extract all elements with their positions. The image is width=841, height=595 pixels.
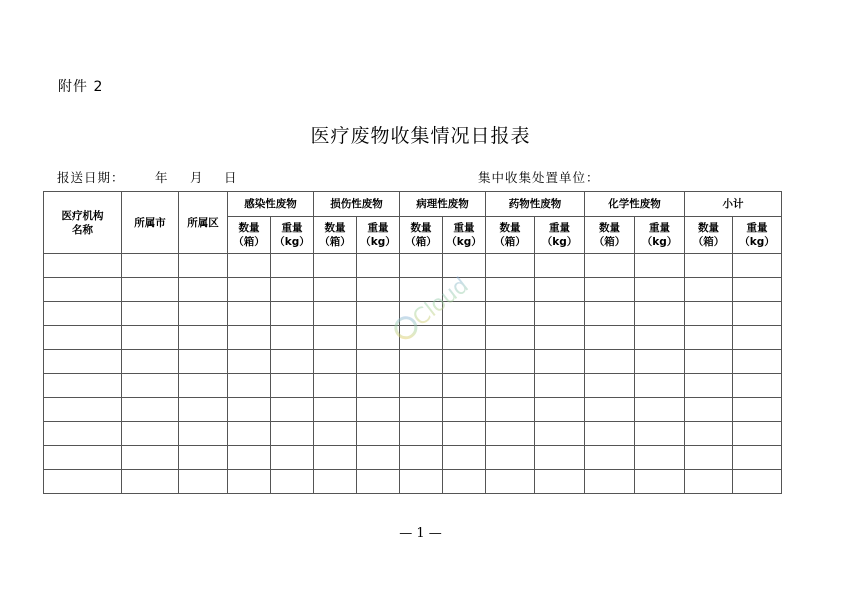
table-cell[interactable] [400,470,443,494]
table-cell[interactable] [228,422,271,446]
table-cell[interactable] [179,254,228,278]
table-cell[interactable] [535,446,585,470]
table-cell[interactable] [357,350,400,374]
table-cell[interactable] [443,470,486,494]
table-cell[interactable] [585,302,635,326]
table-cell[interactable] [44,470,122,494]
subheader-quantity-label: 数量 [238,222,260,234]
table-header-row-1 [44,192,782,217]
subheader-weight-label: 重量 [453,222,475,234]
table-cell[interactable] [314,374,357,398]
table-cell[interactable] [585,350,635,374]
subheader-quantity-unit: （箱） [405,236,437,248]
attachment-label: 附件 2 [58,79,104,95]
subheader-quantity-5 [685,217,733,254]
table-cell[interactable] [733,302,782,326]
table-cell[interactable] [228,326,271,350]
subheader-weight-0 [271,217,314,254]
subheader-weight-3 [535,217,585,254]
table-cell[interactable] [271,278,314,302]
subheader-quantity-label: 数量 [324,222,346,234]
report-date-label: 报送日期： [57,170,125,185]
table-cell[interactable] [635,446,685,470]
subheader-quantity-unit: （箱） [593,236,626,248]
date-year-label: 年 [155,170,169,185]
table-cell[interactable] [314,350,357,374]
table-cell[interactable] [685,470,733,494]
table-cell[interactable] [486,446,535,470]
table-cell[interactable] [314,278,357,302]
table-cell[interactable] [486,470,535,494]
table-cell[interactable] [228,278,271,302]
table-cell[interactable] [535,350,585,374]
table-cell[interactable] [535,422,585,446]
table-cell[interactable] [271,374,314,398]
subheader-quantity-unit: （箱） [233,236,265,248]
subheader-weight-2 [443,217,486,254]
table-cell[interactable] [179,398,228,422]
table-cell[interactable] [44,446,122,470]
subheader-quantity-1 [314,217,357,254]
table-cell[interactable] [635,470,685,494]
subheader-weight-unit: （kg） [739,236,775,248]
subheader-quantity-label: 数量 [599,222,620,234]
table-cell[interactable] [685,374,733,398]
header-institution-line1: 医疗机构 [61,209,104,222]
table-cell[interactable] [122,374,179,398]
table-cell[interactable] [400,422,443,446]
table-cell[interactable] [122,254,179,278]
subheader-quantity-0 [228,217,271,254]
table-cell[interactable] [271,422,314,446]
table-cell[interactable] [179,278,228,302]
subheader-weight-unit: （kg） [446,236,482,248]
table-cell[interactable] [685,278,733,302]
subheader-quantity-4 [585,217,635,254]
table-cell[interactable] [44,254,122,278]
table-cell[interactable] [44,302,122,326]
table-cell[interactable] [535,326,585,350]
table-cell[interactable] [400,350,443,374]
table-cell[interactable] [635,278,685,302]
table-cell[interactable] [585,278,635,302]
collector-unit-label: 集中收集处置单位： [478,170,600,185]
table-cell[interactable] [585,374,635,398]
table-cell[interactable] [314,470,357,494]
table-cell[interactable] [733,446,782,470]
table-cell[interactable] [271,326,314,350]
table-cell[interactable] [443,398,486,422]
table-cell[interactable] [535,398,585,422]
table-cell[interactable] [357,374,400,398]
table-cell[interactable] [179,374,228,398]
table-cell[interactable] [486,326,535,350]
table-cell[interactable] [314,398,357,422]
header-infectious-waste: 感染性废物 [228,192,314,217]
table-cell[interactable] [733,254,782,278]
table-cell[interactable] [635,374,685,398]
table-cell[interactable] [486,422,535,446]
table-cell[interactable] [271,302,314,326]
subheader-quantity-2 [400,217,443,254]
table-cell[interactable] [635,302,685,326]
table-cell[interactable] [733,374,782,398]
table-cell[interactable] [635,422,685,446]
table-cell[interactable] [122,446,179,470]
table-cell[interactable] [535,470,585,494]
table-row [44,470,782,494]
table-cell[interactable] [585,254,635,278]
table-cell[interactable] [314,446,357,470]
table-cell[interactable] [486,278,535,302]
table-cell[interactable] [486,350,535,374]
table-cell[interactable] [733,398,782,422]
header-institution-line2: 名称 [72,223,93,236]
table-cell[interactable] [443,350,486,374]
subheader-weight-unit: （kg） [360,236,396,248]
subheader-quantity-label: 数量 [410,222,432,234]
page-title: 医疗废物收集情况日报表 [310,125,531,147]
table-cell[interactable] [44,278,122,302]
table-cell[interactable] [357,398,400,422]
table-cell[interactable] [44,422,122,446]
table-cell[interactable] [271,470,314,494]
table-cell[interactable] [443,446,486,470]
header-sharps-waste: 损伤性废物 [314,192,400,217]
table-cell[interactable] [635,398,685,422]
subheader-quantity-3 [486,217,535,254]
page-number: — 1 — [399,526,442,541]
table-cell[interactable] [179,302,228,326]
table-cell[interactable] [535,302,585,326]
table-row [44,446,782,470]
table-cell[interactable] [122,398,179,422]
cloud-watermark [383,264,483,344]
table-cell[interactable] [122,302,179,326]
table-cell[interactable] [535,254,585,278]
table-cell[interactable] [585,470,635,494]
table-cell[interactable] [228,398,271,422]
table-cell[interactable] [271,254,314,278]
table-cell[interactable] [314,422,357,446]
subheader-quantity-unit: （箱） [494,236,526,248]
table-cell[interactable] [733,470,782,494]
table-cell[interactable] [122,350,179,374]
table-cell[interactable] [685,350,733,374]
table-cell[interactable] [179,470,228,494]
subheader-weight-label: 重量 [281,222,303,234]
table-cell[interactable] [400,374,443,398]
table-row [44,422,782,446]
subheader-weight-label: 重量 [746,222,768,234]
watermark-text: Cloud [408,272,474,332]
table-cell[interactable] [635,254,685,278]
date-month-label: 月 [190,170,204,185]
table-cell[interactable] [179,350,228,374]
table-row [44,398,782,422]
table-cell[interactable] [685,398,733,422]
table-cell[interactable] [44,326,122,350]
table-cell[interactable] [585,446,635,470]
table-cell[interactable] [44,398,122,422]
header-pathological-waste: 病理性废物 [400,192,486,217]
subheader-weight-1 [357,217,400,254]
table-cell[interactable] [179,422,228,446]
subheader-quantity-label: 数量 [698,222,719,234]
table-cell[interactable] [585,326,635,350]
table-cell[interactable] [535,278,585,302]
table-cell[interactable] [122,470,179,494]
table-cell[interactable] [685,422,733,446]
table-cell[interactable] [733,326,782,350]
table-cell[interactable] [271,350,314,374]
subheader-quantity-unit: （箱） [319,236,351,248]
table-cell[interactable] [733,422,782,446]
subheader-quantity-unit: （箱） [692,236,725,248]
table-cell[interactable] [314,302,357,326]
table-cell[interactable] [271,398,314,422]
subheader-weight-label: 重量 [549,222,570,234]
table-cell[interactable] [122,278,179,302]
subheader-weight-label: 重量 [367,222,389,234]
table-row [44,374,782,398]
table-cell[interactable] [179,446,228,470]
subheader-weight-label: 重量 [649,222,670,234]
subheader-weight-5 [733,217,782,254]
table-cell[interactable] [44,374,122,398]
table-cell[interactable] [357,446,400,470]
table-row [44,350,782,374]
date-day-label: 日 [224,170,238,185]
table-cell[interactable] [585,422,635,446]
table-cell[interactable] [535,374,585,398]
table-cell[interactable] [443,422,486,446]
subheader-weight-unit: （kg） [641,236,678,248]
table-cell[interactable] [685,302,733,326]
table-cell[interactable] [443,374,486,398]
subheader-weight-4 [635,217,685,254]
table-cell[interactable] [486,302,535,326]
table-cell[interactable] [357,422,400,446]
table-cell[interactable] [685,326,733,350]
table-cell[interactable] [228,302,271,326]
table-cell[interactable] [357,470,400,494]
header-city: 所属市 [122,192,179,254]
table-cell[interactable] [228,254,271,278]
table-cell[interactable] [228,374,271,398]
table-cell[interactable] [314,326,357,350]
table-cell[interactable] [271,446,314,470]
subheader-weight-unit: （kg） [541,236,578,248]
table-cell[interactable] [486,374,535,398]
subheader-weight-unit: （kg） [274,236,310,248]
header-institution-name [44,192,122,254]
table-cell[interactable] [733,278,782,302]
table-cell[interactable] [400,398,443,422]
table-cell[interactable] [179,326,228,350]
table-cell[interactable] [314,254,357,278]
table-cell[interactable] [685,446,733,470]
table-cell[interactable] [635,326,685,350]
header-district: 所属区 [179,192,228,254]
table-cell[interactable] [122,422,179,446]
header-pharmaceutical-waste: 药物性废物 [486,192,585,217]
table-cell[interactable] [585,398,635,422]
table-cell[interactable] [44,350,122,374]
table-cell[interactable] [486,254,535,278]
table-cell[interactable] [486,398,535,422]
table-cell[interactable] [733,350,782,374]
subheader-quantity-label: 数量 [499,222,521,234]
header-subtotal: 小计 [685,192,782,217]
table-cell[interactable] [122,326,179,350]
table-cell[interactable] [685,254,733,278]
table-cell[interactable] [228,470,271,494]
header-chemical-waste: 化学性废物 [585,192,685,217]
table-cell[interactable] [635,350,685,374]
table-cell[interactable] [400,446,443,470]
table-cell[interactable] [228,446,271,470]
table-cell[interactable] [228,350,271,374]
